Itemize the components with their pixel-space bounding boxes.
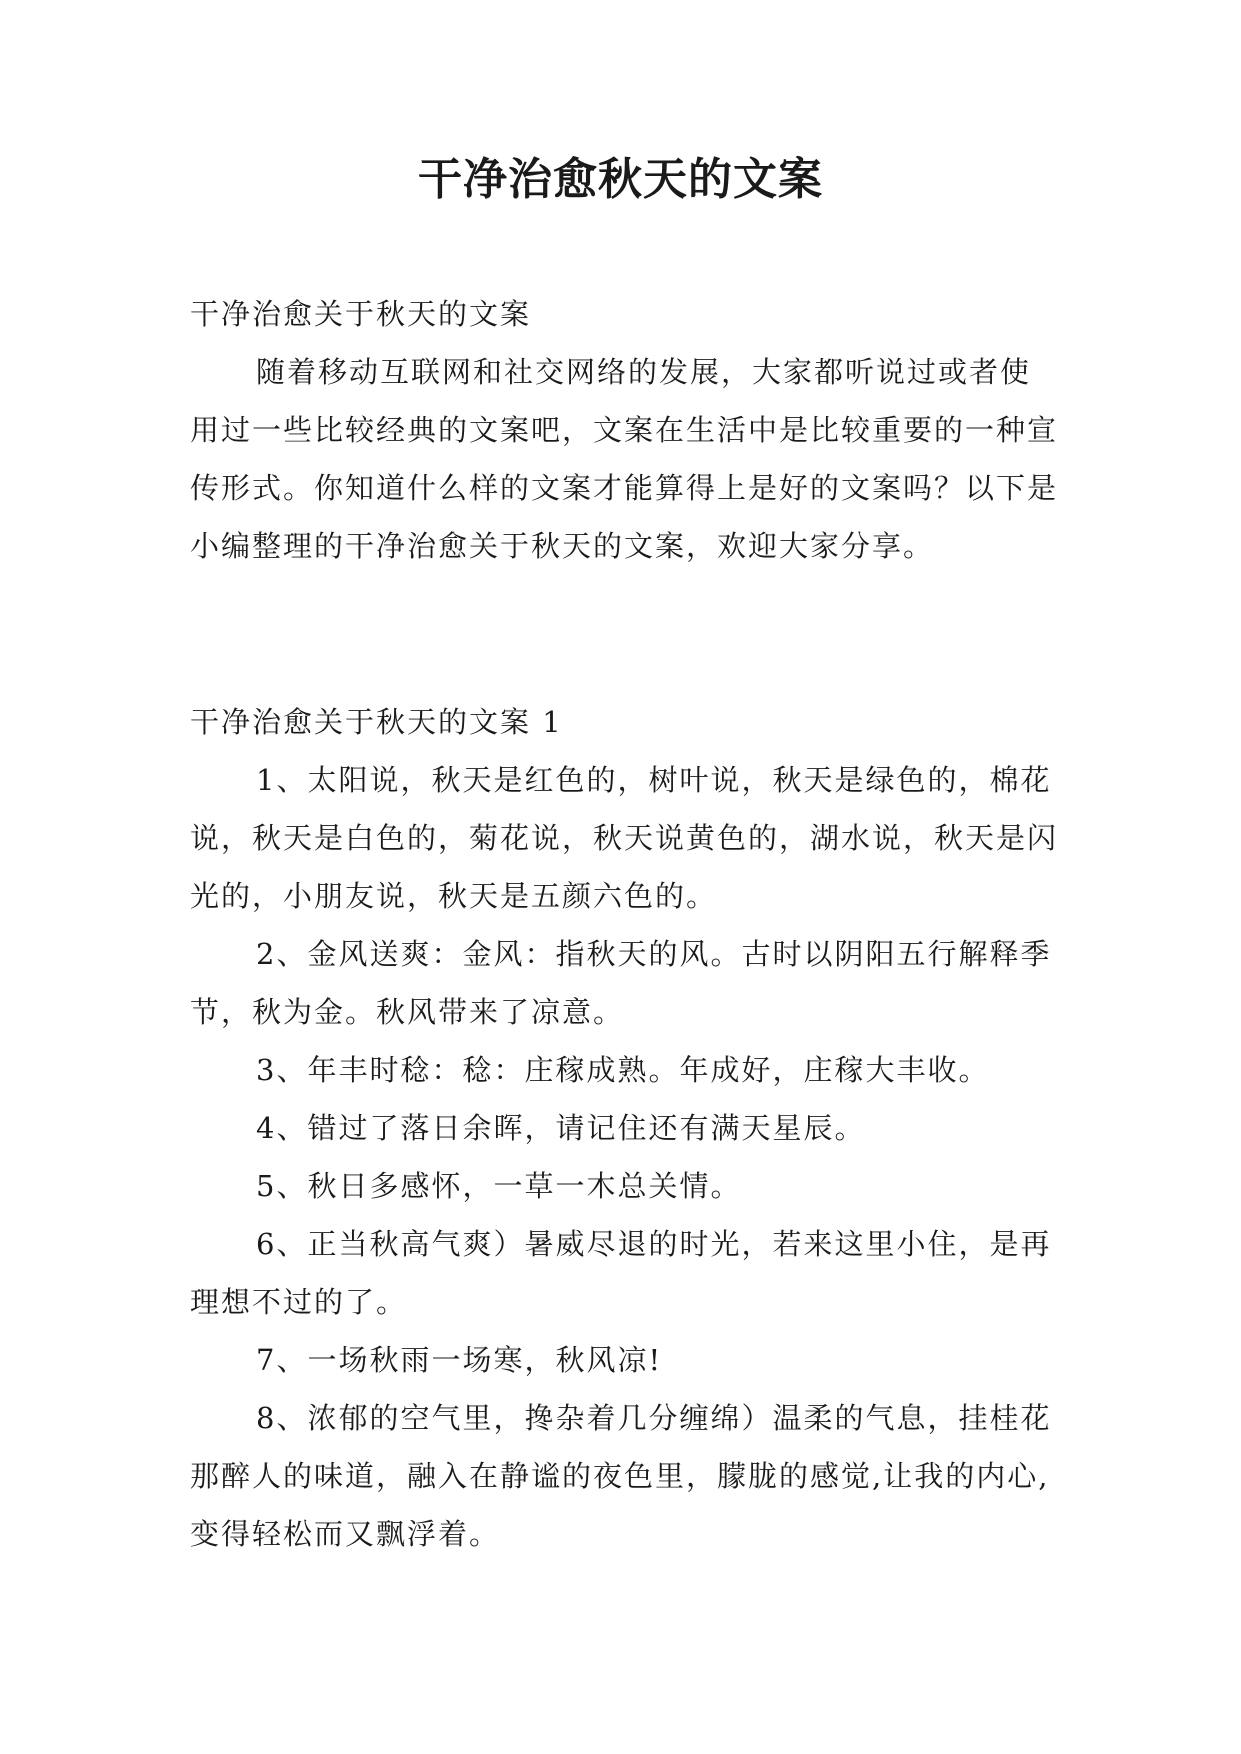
section-1-heading: 干净治愈关于秋天的文案 1 [190, 705, 563, 739]
document-title: 干净治愈秋天的文案 [418, 154, 823, 205]
intro-section [190, 285, 1060, 575]
intro-heading: 干净治愈关于秋天的文案 [190, 297, 532, 331]
section-1 [190, 693, 1060, 1563]
list-item-3: 3、年丰时稔：稔：庄稼成熟。年成好，庄稼大丰收。 [256, 1053, 990, 1087]
list-item-4: 4、错过了落日余晖，请记住还有满天星辰。 [256, 1111, 866, 1145]
list-item-6: 6、正当秋高气爽）暑威尽退的时光，若来这里小住，是再理想不过的了。 [190, 1227, 1052, 1319]
list-item-7: 7、一场秋雨一场寒，秋风凉! [256, 1343, 663, 1377]
list-item-1: 1、太阳说，秋天是红色的，树叶说，秋天是绿色的，棉花说，秋天是白色的，菊花说，秋天说黄色的，湖水说，秋天是闪光的，小朋友说，秋天是五颜六色的。 [190, 763, 1059, 913]
list-item-8: 8、浓郁的空气里，搀杂着几分缠绵）温柔的气息，挂桂花那醉人的味道，融入在静谧的夜色里，朦胧的感觉,让我的内心,变得轻松而又飘浮着。 [190, 1401, 1052, 1551]
list-item-5: 5、秋日多感怀，一草一木总关情。 [256, 1169, 742, 1203]
list-item-2: 2、金风送爽：金风：指秋天的风。古时以阴阳五行解释季节，秋为金。秋风带来了凉意。 [190, 937, 1052, 1029]
intro-paragraph: 随着移动互联网和社交网络的发展，大家都听说过或者使用过一些比较经典的文案吧，文案在生活中是比较重要的一种宣传形式。你知道什么样的文案才能算得上是好的文案吗？以下是小编整理的干净治愈关于秋天的文案，欢迎大家分享。 [190, 355, 1059, 563]
